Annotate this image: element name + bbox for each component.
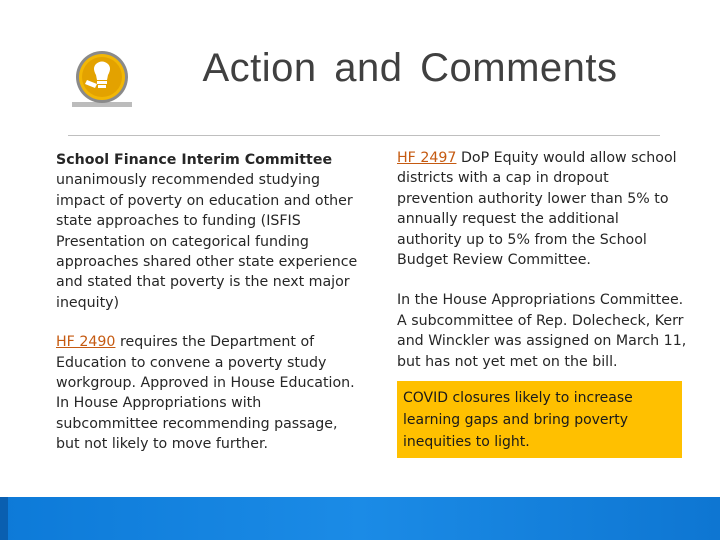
hf-2490-link[interactable]: HF 2490	[56, 334, 116, 351]
left-column	[56, 150, 364, 455]
covid-callout: COVID closures likely to increase learning gaps and bring poverty inequities to light.	[397, 381, 682, 458]
right-column	[397, 148, 687, 458]
left-paragraph-1-text: unanimously recommended studying impact of poverty on education and other state approaches to funding (ISFIS Presentation on categorical funding approaches shared other state experience and stated that poverty is the next major inequity)	[56, 172, 358, 311]
title-divider	[68, 135, 660, 136]
logo-lightbulb-icon	[72, 50, 132, 108]
right-paragraph-2: In the House Appropriations Committee. A subcommittee of Rep. Dolecheck, Kerr and Winckler was assigned on March 11, but has not yet met on the bill.	[397, 292, 687, 370]
right-paragraph-1	[397, 148, 687, 270]
right-paragraph-1-text: DoP Equity would allow school districts with a cap in dropout prevention authority lower than 5% to annually request the additional authority up to 5% from the School Budget Review Committee.	[397, 150, 677, 269]
slide-title: Action and Comments	[202, 46, 618, 90]
footer-edge	[0, 497, 8, 540]
left-paragraph-2-text: requires the Department of Education to convene a poverty study workgroup. Approved in House Education. In House Appropriations with subcommittee recommending passage, but not likely to move further.	[56, 334, 355, 453]
left-paragraph-2	[56, 332, 364, 454]
committee-name: School Finance Interim Committee	[56, 152, 333, 168]
footer-bar	[0, 497, 720, 540]
left-paragraph-1	[56, 150, 364, 313]
hf-2497-link[interactable]: HF 2497	[397, 150, 457, 166]
